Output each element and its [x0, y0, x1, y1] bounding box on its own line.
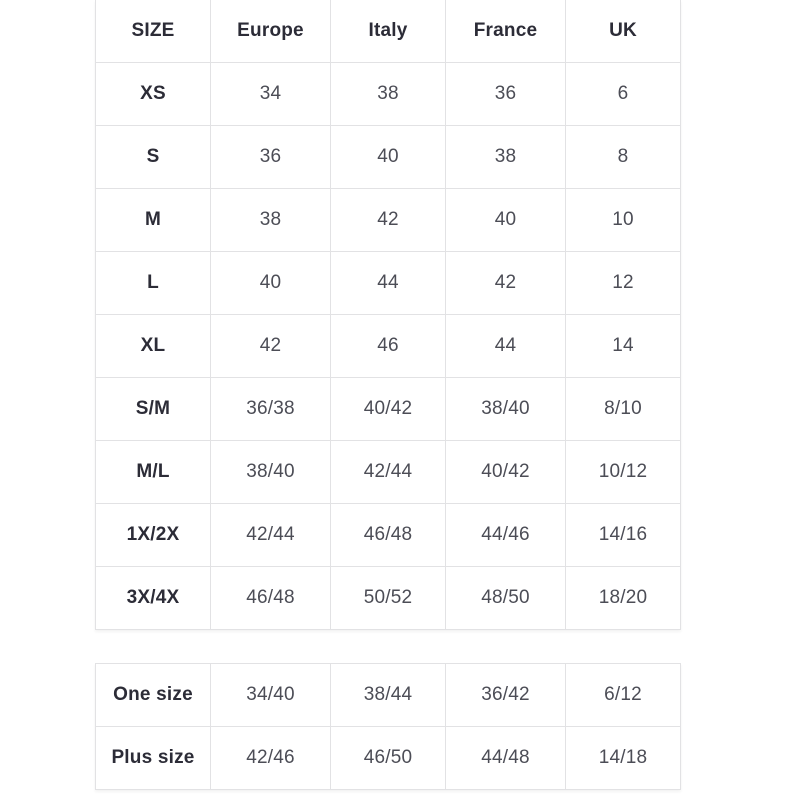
table-row-s-m: [96, 378, 681, 441]
value-cell: 10/12: [566, 441, 681, 504]
value-cell: 46/50: [331, 727, 446, 790]
value-cell: 38: [331, 63, 446, 126]
value-cell: 36: [446, 63, 566, 126]
value-cell: 34: [211, 63, 331, 126]
value-cell: 38/40: [446, 378, 566, 441]
table-row-3x-4x: [96, 567, 681, 630]
size-label-cell: L: [96, 252, 211, 315]
value-cell: 8: [566, 126, 681, 189]
header-cell-italy: Italy: [331, 0, 446, 63]
table-row-plus-size: [96, 727, 681, 790]
value-cell: 42: [211, 315, 331, 378]
value-cell: 38: [211, 189, 331, 252]
value-cell: 42/44: [331, 441, 446, 504]
value-cell: 14/18: [566, 727, 681, 790]
size-label-cell: XS: [96, 63, 211, 126]
value-cell: 38/44: [331, 664, 446, 727]
value-cell: 40: [331, 126, 446, 189]
value-cell: 12: [566, 252, 681, 315]
value-cell: 40: [446, 189, 566, 252]
value-cell: 46/48: [331, 504, 446, 567]
value-cell: 40/42: [331, 378, 446, 441]
header-cell-france: France: [446, 0, 566, 63]
value-cell: 40/42: [446, 441, 566, 504]
size-label-cell: 1X/2X: [96, 504, 211, 567]
size-label-cell: Plus size: [96, 727, 211, 790]
size-label-cell: XL: [96, 315, 211, 378]
value-cell: 36/38: [211, 378, 331, 441]
value-cell: 50/52: [331, 567, 446, 630]
value-cell: 18/20: [566, 567, 681, 630]
size-label-cell: S: [96, 126, 211, 189]
value-cell: 38: [446, 126, 566, 189]
value-cell: 44: [446, 315, 566, 378]
size-label-cell: S/M: [96, 378, 211, 441]
value-cell: 10: [566, 189, 681, 252]
table-row-m: [96, 189, 681, 252]
table-row-s: [96, 126, 681, 189]
value-cell: 42: [446, 252, 566, 315]
value-cell: 42/46: [211, 727, 331, 790]
size-label-cell: 3X/4X: [96, 567, 211, 630]
value-cell: 44/46: [446, 504, 566, 567]
table-row-l: [96, 252, 681, 315]
value-cell: 46: [331, 315, 446, 378]
table-header-row: [96, 0, 681, 63]
value-cell: 8/10: [566, 378, 681, 441]
value-cell: 48/50: [446, 567, 566, 630]
table-row-m-l: [96, 441, 681, 504]
value-cell: 6: [566, 63, 681, 126]
header-cell-uk: UK: [566, 0, 681, 63]
value-cell: 42/44: [211, 504, 331, 567]
value-cell: 44/48: [446, 727, 566, 790]
value-cell: 44: [331, 252, 446, 315]
value-cell: 40: [211, 252, 331, 315]
table-row-xl: [96, 315, 681, 378]
value-cell: 34/40: [211, 664, 331, 727]
value-cell: 6/12: [566, 664, 681, 727]
value-cell: 36/42: [446, 664, 566, 727]
table-row-xs: [96, 63, 681, 126]
size-label-cell: M/L: [96, 441, 211, 504]
value-cell: 42: [331, 189, 446, 252]
size-label-cell: One size: [96, 664, 211, 727]
size-label-cell: M: [96, 189, 211, 252]
value-cell: 14/16: [566, 504, 681, 567]
header-cell-size: SIZE: [96, 0, 211, 63]
special-sizes-table: [95, 663, 681, 790]
value-cell: 36: [211, 126, 331, 189]
header-cell-europe: Europe: [211, 0, 331, 63]
value-cell: 46/48: [211, 567, 331, 630]
value-cell: 14: [566, 315, 681, 378]
value-cell: 38/40: [211, 441, 331, 504]
size-conversion-table: [95, 0, 681, 630]
table-row-one-size: [96, 664, 681, 727]
table-row-1x-2x: [96, 504, 681, 567]
